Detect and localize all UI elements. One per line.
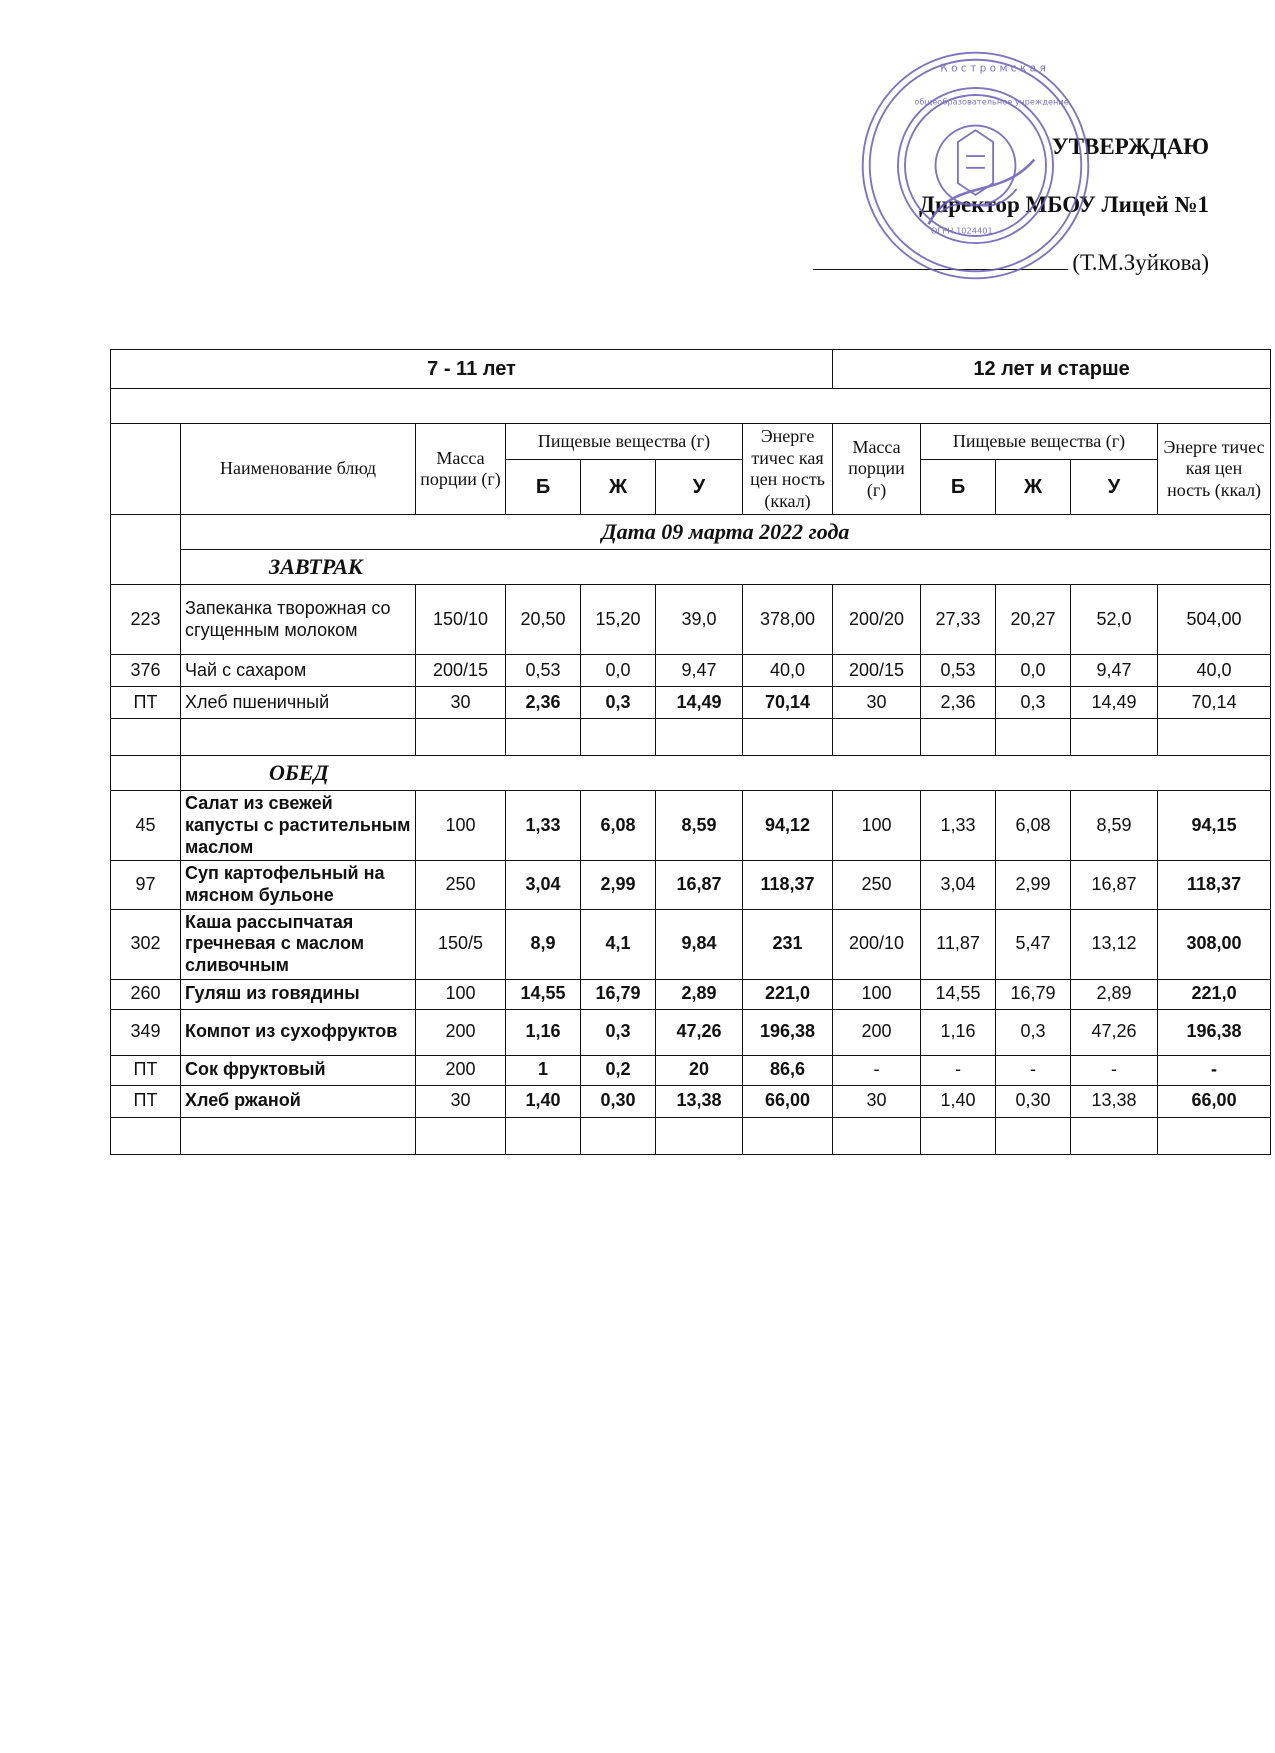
fat-1: 2,99 xyxy=(581,861,656,909)
column-header-row xyxy=(111,424,1271,460)
fat-header-1: Ж xyxy=(581,460,656,515)
empty-cell xyxy=(833,719,921,756)
carbs-2: 14,49 xyxy=(1071,687,1158,719)
protein-1: 2,36 xyxy=(506,687,581,719)
protein-2: 11,87 xyxy=(921,909,996,979)
dish-row xyxy=(111,655,1271,687)
dish-name: Гуляш из говядины xyxy=(181,979,416,1009)
empty-cell xyxy=(581,1117,656,1154)
dish-name: Сок фруктовый xyxy=(181,1055,416,1085)
protein-1: 1,33 xyxy=(506,791,581,861)
fat-2: - xyxy=(996,1055,1071,1085)
lunch-label-row xyxy=(111,756,1271,791)
mass-2: 250 xyxy=(833,861,921,909)
blank-cell xyxy=(111,389,1271,424)
dish-code: 349 xyxy=(111,1009,181,1055)
dish-row xyxy=(111,1055,1271,1085)
energy-1: 118,37 xyxy=(743,861,833,909)
dish-row xyxy=(111,687,1271,719)
fat-2: 0,3 xyxy=(996,1009,1071,1055)
lunch-label: ОБЕД xyxy=(181,756,1271,791)
mass-1: 100 xyxy=(416,791,506,861)
carbs-1: 16,87 xyxy=(656,861,743,909)
fat-2: 0,3 xyxy=(996,687,1071,719)
carbs-2: 13,12 xyxy=(1071,909,1158,979)
protein-2: 1,33 xyxy=(921,791,996,861)
carbs-1: 20 xyxy=(656,1055,743,1085)
empty-cell xyxy=(416,719,506,756)
dish-code: ПТ xyxy=(111,687,181,719)
protein-1: 14,55 xyxy=(506,979,581,1009)
fat-2: 20,27 xyxy=(996,585,1071,655)
dish-code: ПТ xyxy=(111,1055,181,1085)
empty-cell xyxy=(1158,1117,1271,1154)
dish-row xyxy=(111,1009,1271,1055)
energy-2: 308,00 xyxy=(1158,909,1271,979)
carbs-2: - xyxy=(1071,1055,1158,1085)
carbs-2: 47,26 xyxy=(1071,1009,1158,1055)
mass-2: 30 xyxy=(833,687,921,719)
protein-2: 1,40 xyxy=(921,1085,996,1117)
protein-2: 0,53 xyxy=(921,655,996,687)
empty-cell xyxy=(1158,719,1271,756)
breakfast-label-row xyxy=(111,550,1271,585)
fat-1: 16,79 xyxy=(581,979,656,1009)
mass-1: 150/5 xyxy=(416,909,506,979)
svg-text:К о с т р о м с к а я: К о с т р о м с к а я xyxy=(940,62,1046,75)
age-group-12-plus: 12 лет и старше xyxy=(833,350,1271,389)
dish-code: 302 xyxy=(111,909,181,979)
age-group-header-row xyxy=(111,350,1271,389)
dish-name: Каша рассыпчатая гречневая с маслом сливочным xyxy=(181,909,416,979)
menu-date: Дата 09 марта 2022 года xyxy=(181,515,1271,550)
carbs-2: 13,38 xyxy=(1071,1085,1158,1117)
energy-2: 221,0 xyxy=(1158,979,1271,1009)
empty-cell xyxy=(996,1117,1071,1154)
carbs-header-2: У xyxy=(1071,460,1158,515)
mass-1: 250 xyxy=(416,861,506,909)
energy-2: 118,37 xyxy=(1158,861,1271,909)
carbs-2: 52,0 xyxy=(1071,585,1158,655)
dish-code: 45 xyxy=(111,791,181,861)
empty-cell xyxy=(743,1117,833,1154)
energy-2: - xyxy=(1158,1055,1271,1085)
dish-name: Хлеб пшеничный xyxy=(181,687,416,719)
mass-1: 100 xyxy=(416,979,506,1009)
protein-1: 1 xyxy=(506,1055,581,1085)
empty-cell xyxy=(181,1117,416,1154)
empty-row xyxy=(111,719,1271,756)
lunch-code-cell xyxy=(111,756,181,791)
approval-title: УТВЕРЖДАЮ xyxy=(1051,134,1209,159)
empty-cell xyxy=(996,719,1071,756)
dish-name: Компот из сухофруктов xyxy=(181,1009,416,1055)
dish-row xyxy=(111,909,1271,979)
energy-1: 86,6 xyxy=(743,1055,833,1085)
fat-2: 0,30 xyxy=(996,1085,1071,1117)
mass-1: 150/10 xyxy=(416,585,506,655)
energy-1: 196,38 xyxy=(743,1009,833,1055)
fat-1: 0,2 xyxy=(581,1055,656,1085)
protein-header-1: Б xyxy=(506,460,581,515)
fat-1: 4,1 xyxy=(581,909,656,979)
protein-2: 3,04 xyxy=(921,861,996,909)
protein-1: 8,9 xyxy=(506,909,581,979)
dish-row xyxy=(111,979,1271,1009)
empty-cell xyxy=(743,719,833,756)
energy-2: 66,00 xyxy=(1158,1085,1271,1117)
mass-header-2: Масса порции (г) xyxy=(833,424,921,515)
carbs-1: 14,49 xyxy=(656,687,743,719)
dish-name: Хлеб ржаной xyxy=(181,1085,416,1117)
fat-2: 5,47 xyxy=(996,909,1071,979)
approval-position: Директор МБОУ Лицей №1 xyxy=(919,192,1209,217)
dish-header: Наименование блюд xyxy=(181,424,416,515)
mass-2: 200/15 xyxy=(833,655,921,687)
empty-cell xyxy=(921,1117,996,1154)
mass-2: 200/10 xyxy=(833,909,921,979)
dish-name: Чай с сахаром xyxy=(181,655,416,687)
mass-2: 100 xyxy=(833,979,921,1009)
fat-2: 6,08 xyxy=(996,791,1071,861)
dish-name: Запеканка творожная со сгущенным молоком xyxy=(181,585,416,655)
dish-code: ПТ xyxy=(111,1085,181,1117)
date-row xyxy=(111,515,1271,550)
energy-1: 378,00 xyxy=(743,585,833,655)
energy-1: 231 xyxy=(743,909,833,979)
carbs-header-1: У xyxy=(656,460,743,515)
dish-name: Салат из свежей капусты с растительным маслом xyxy=(181,791,416,861)
energy-header-1: Энерге тичес кая цен ность (ккал) xyxy=(743,424,833,515)
blank-header-row xyxy=(111,389,1271,424)
protein-2: 2,36 xyxy=(921,687,996,719)
protein-2: - xyxy=(921,1055,996,1085)
fat-1: 0,30 xyxy=(581,1085,656,1117)
official-seal-stamp xyxy=(858,48,1093,283)
mass-1: 30 xyxy=(416,1085,506,1117)
mass-2: 200/20 xyxy=(833,585,921,655)
empty-cell xyxy=(656,719,743,756)
breakfast-rows xyxy=(111,585,1271,719)
fat-header-2: Ж xyxy=(996,460,1071,515)
svg-text:ОГРН 1024401: ОГРН 1024401 xyxy=(930,225,993,236)
carbs-2: 16,87 xyxy=(1071,861,1158,909)
dish-row xyxy=(111,1085,1271,1117)
mass-1: 200/15 xyxy=(416,655,506,687)
energy-2: 196,38 xyxy=(1158,1009,1271,1055)
energy-header-2: Энерге тичес кая цен ность (ккал) xyxy=(1158,424,1271,515)
empty-row xyxy=(111,1117,1271,1154)
energy-1: 40,0 xyxy=(743,655,833,687)
protein-header-2: Б xyxy=(921,460,996,515)
fat-1: 0,3 xyxy=(581,1009,656,1055)
empty-cell xyxy=(111,1117,181,1154)
carbs-2: 9,47 xyxy=(1071,655,1158,687)
empty-cell xyxy=(506,719,581,756)
svg-text:общеобразовательное учреждение: общеобразовательное учреждение xyxy=(914,96,1069,107)
empty-cell xyxy=(506,1117,581,1154)
breakfast-label: ЗАВТРАК xyxy=(181,550,1271,585)
dish-name: Суп картофельный на мясном бульоне xyxy=(181,861,416,909)
fat-1: 0,0 xyxy=(581,655,656,687)
mass-1: 200 xyxy=(416,1009,506,1055)
fat-2: 16,79 xyxy=(996,979,1071,1009)
mass-2: 200 xyxy=(833,1009,921,1055)
fat-1: 15,20 xyxy=(581,585,656,655)
energy-2: 94,15 xyxy=(1158,791,1271,861)
dish-code: 376 xyxy=(111,655,181,687)
carbs-1: 39,0 xyxy=(656,585,743,655)
fat-1: 0,3 xyxy=(581,687,656,719)
energy-2: 40,0 xyxy=(1158,655,1271,687)
menu-table xyxy=(110,349,1271,1155)
empty-cell xyxy=(833,1117,921,1154)
carbs-1: 13,38 xyxy=(656,1085,743,1117)
energy-2: 504,00 xyxy=(1158,585,1271,655)
carbs-2: 8,59 xyxy=(1071,791,1158,861)
carbs-1: 2,89 xyxy=(656,979,743,1009)
carbs-2: 2,89 xyxy=(1071,979,1158,1009)
mass-1: 30 xyxy=(416,687,506,719)
fat-1: 6,08 xyxy=(581,791,656,861)
energy-1: 66,00 xyxy=(743,1085,833,1117)
approval-name: (Т.М.Зуйкова) xyxy=(1072,250,1209,275)
carbs-1: 9,84 xyxy=(656,909,743,979)
protein-2: 1,16 xyxy=(921,1009,996,1055)
empty-cell xyxy=(581,719,656,756)
dish-row xyxy=(111,585,1271,655)
lunch-rows xyxy=(111,791,1271,1117)
empty-cell xyxy=(416,1117,506,1154)
energy-1: 94,12 xyxy=(743,791,833,861)
protein-2: 14,55 xyxy=(921,979,996,1009)
protein-1: 0,53 xyxy=(506,655,581,687)
empty-cell xyxy=(181,719,416,756)
protein-1: 1,16 xyxy=(506,1009,581,1055)
mass-2: 100 xyxy=(833,791,921,861)
date-code-cell xyxy=(111,515,181,585)
mass-2: 30 xyxy=(833,1085,921,1117)
dish-code: 260 xyxy=(111,979,181,1009)
mass-1: 200 xyxy=(416,1055,506,1085)
dish-code: 223 xyxy=(111,585,181,655)
empty-cell xyxy=(656,1117,743,1154)
mass-2: - xyxy=(833,1055,921,1085)
energy-1: 221,0 xyxy=(743,979,833,1009)
carbs-1: 8,59 xyxy=(656,791,743,861)
age-group-7-11: 7 - 11 лет xyxy=(111,350,833,389)
energy-1: 70,14 xyxy=(743,687,833,719)
empty-cell xyxy=(921,719,996,756)
dish-row xyxy=(111,861,1271,909)
mass-header-1: Масса порции (г) xyxy=(416,424,506,515)
nutrients-header-1: Пищевые вещества (г) xyxy=(506,424,743,460)
protein-2: 27,33 xyxy=(921,585,996,655)
dish-code: 97 xyxy=(111,861,181,909)
code-header xyxy=(111,424,181,515)
energy-2: 70,14 xyxy=(1158,687,1271,719)
fat-2: 2,99 xyxy=(996,861,1071,909)
dish-row xyxy=(111,791,1271,861)
fat-2: 0,0 xyxy=(996,655,1071,687)
nutrients-header-2: Пищевые вещества (г) xyxy=(921,424,1158,460)
protein-1: 3,04 xyxy=(506,861,581,909)
protein-1: 1,40 xyxy=(506,1085,581,1117)
protein-1: 20,50 xyxy=(506,585,581,655)
carbs-1: 9,47 xyxy=(656,655,743,687)
empty-cell xyxy=(1071,719,1158,756)
empty-cell xyxy=(1071,1117,1158,1154)
empty-cell xyxy=(111,719,181,756)
carbs-1: 47,26 xyxy=(656,1009,743,1055)
